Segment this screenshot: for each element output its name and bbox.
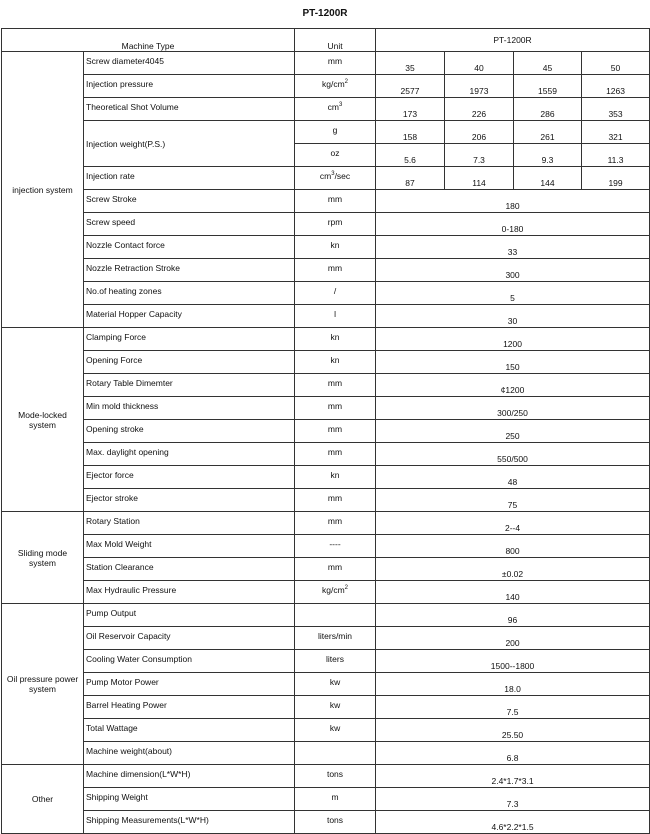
- machine-type-header: Machine Type: [2, 29, 295, 52]
- parameter-cell: Screw speed: [84, 213, 295, 236]
- value-cell: 250: [376, 420, 650, 443]
- value-cell: 11.3: [582, 144, 650, 167]
- parameter-cell: Injection rate: [84, 167, 295, 190]
- parameter-cell: Opening Force: [84, 351, 295, 374]
- value-cell: 200: [376, 627, 650, 650]
- table-row: [2, 466, 650, 489]
- unit-text: rpm: [327, 217, 343, 227]
- value-cell: 1200: [376, 328, 650, 351]
- parameter-cell: Ejector stroke: [84, 489, 295, 512]
- value-cell: 2577: [376, 75, 445, 98]
- unit-superscript: 3: [331, 171, 335, 178]
- unit-text: cm: [319, 171, 332, 181]
- unit-text: mm: [327, 401, 343, 411]
- parameter-cell: Machine weight(about): [84, 742, 295, 765]
- value-cell: 114: [445, 167, 514, 190]
- category-cell: Oil pressure power system: [2, 604, 84, 765]
- unit-text: mm: [327, 56, 343, 66]
- value-cell: 353: [582, 98, 650, 121]
- value-cell: 48: [376, 466, 650, 489]
- parameter-cell: Barrel Heating Power: [84, 696, 295, 719]
- category-cell: Other: [2, 765, 84, 834]
- parameter-cell: Shipping Weight: [84, 788, 295, 811]
- value-cell: 173: [376, 98, 445, 121]
- unit-cell: [295, 466, 376, 489]
- unit-text: tons: [326, 815, 344, 825]
- table-row: [2, 489, 650, 512]
- unit-cell: [295, 788, 376, 811]
- table-row: [2, 190, 650, 213]
- value-cell: 6.8: [376, 742, 650, 765]
- parameter-cell: Max. daylight opening: [84, 443, 295, 466]
- value-cell: 2.4*1.7*3.1: [376, 765, 650, 788]
- unit-cell: [295, 627, 376, 650]
- value-cell: 1500--1800: [376, 650, 650, 673]
- unit-text: liters: [326, 654, 344, 664]
- unit-cell: [295, 236, 376, 259]
- parameter-cell: Cooling Water Consumption: [84, 650, 295, 673]
- value-cell: 7.3: [445, 144, 514, 167]
- value-cell: 144: [514, 167, 582, 190]
- parameter-cell: Material Hopper Capacity: [84, 305, 295, 328]
- value-cell: 2--4: [376, 512, 650, 535]
- value-cell: 75: [376, 489, 650, 512]
- unit-text: kw: [329, 677, 341, 687]
- value-cell: 5: [376, 282, 650, 305]
- unit-text: liters/min: [318, 631, 353, 641]
- unit-cell: [295, 489, 376, 512]
- unit-cell: [295, 52, 376, 75]
- table-row: [2, 420, 650, 443]
- unit-cell: [295, 420, 376, 443]
- unit-text: g: [332, 125, 338, 135]
- unit-cell: [295, 811, 376, 834]
- parameter-cell: Oil Reservoir Capacity: [84, 627, 295, 650]
- table-row: [2, 374, 650, 397]
- table-row: [2, 213, 650, 236]
- table-row: [2, 52, 650, 75]
- unit-cell: [295, 696, 376, 719]
- unit-cell: [295, 167, 376, 190]
- parameter-cell: Nozzle Retraction Stroke: [84, 259, 295, 282]
- unit-text: mm: [327, 194, 343, 204]
- unit-text: kw: [329, 723, 341, 733]
- unit-text: /: [333, 286, 337, 296]
- table-row: [2, 788, 650, 811]
- value-cell: 35: [376, 52, 445, 75]
- parameter-cell: Ejector force: [84, 466, 295, 489]
- value-cell: 1973: [445, 75, 514, 98]
- unit-cell: [295, 121, 376, 144]
- unit-cell: [295, 305, 376, 328]
- parameter-cell: Opening stroke: [84, 420, 295, 443]
- category-cell: injection system: [2, 52, 84, 328]
- table-row: [2, 512, 650, 535]
- parameter-cell: Pump Output: [84, 604, 295, 627]
- unit-superscript: 3: [339, 102, 343, 109]
- value-cell: 158: [376, 121, 445, 144]
- value-cell: 96: [376, 604, 650, 627]
- unit-cell: [295, 535, 376, 558]
- unit-text: mm: [327, 424, 343, 434]
- unit-text: mm: [327, 516, 343, 526]
- table-row: [2, 397, 650, 420]
- unit-cell: [295, 75, 376, 98]
- parameter-cell: Rotary Station: [84, 512, 295, 535]
- spec-table: [1, 28, 650, 834]
- value-cell: 286: [514, 98, 582, 121]
- unit-cell: [295, 558, 376, 581]
- unit-text: tons: [326, 769, 344, 779]
- unit-text: kn: [330, 240, 340, 250]
- table-row: [2, 558, 650, 581]
- table-row: [2, 282, 650, 305]
- table-row: [2, 75, 650, 98]
- value-cell: 800: [376, 535, 650, 558]
- unit-suffix: /sec: [334, 171, 351, 181]
- table-row: [2, 443, 650, 466]
- unit-text: kw: [329, 700, 341, 710]
- unit-cell: [295, 213, 376, 236]
- value-cell: 206: [445, 121, 514, 144]
- unit-cell: [295, 604, 376, 627]
- unit-text: kn: [330, 355, 340, 365]
- table-row: [2, 604, 650, 627]
- value-cell: 9.3: [514, 144, 582, 167]
- unit-superscript: 2: [344, 79, 349, 86]
- parameter-cell: No.of heating zones: [84, 282, 295, 305]
- unit-cell: [295, 742, 376, 765]
- category-cell: Sliding mode system: [2, 512, 84, 604]
- unit-cell: [295, 98, 376, 121]
- unit-header: Unit: [295, 29, 376, 52]
- parameter-cell: Rotary Table Dimemter: [84, 374, 295, 397]
- table-row: [2, 236, 650, 259]
- unit-cell: [295, 673, 376, 696]
- value-cell: 33: [376, 236, 650, 259]
- table-row: [2, 811, 650, 834]
- unit-cell: [295, 765, 376, 788]
- value-cell: 180: [376, 190, 650, 213]
- unit-cell: [295, 581, 376, 604]
- table-row: [2, 765, 650, 788]
- unit-text: l: [334, 309, 336, 319]
- table-row: [2, 627, 650, 650]
- parameter-cell: Theoretical Shot Volume: [84, 98, 295, 121]
- parameter-cell: Injection weight(P.S.): [84, 121, 295, 167]
- unit-text: kn: [330, 332, 340, 342]
- value-cell: 40: [445, 52, 514, 75]
- unit-cell: [295, 397, 376, 420]
- unit-cell: [295, 719, 376, 742]
- parameter-cell: Screw Stroke: [84, 190, 295, 213]
- table-row: [2, 328, 650, 351]
- table-row: [2, 719, 650, 742]
- parameter-cell: Screw diameter4045: [84, 52, 295, 75]
- unit-cell: [295, 351, 376, 374]
- table-row: [2, 673, 650, 696]
- parameter-cell: Station Clearance: [84, 558, 295, 581]
- unit-cell: [295, 259, 376, 282]
- parameter-cell: Min mold thickness: [84, 397, 295, 420]
- value-cell: 226: [445, 98, 514, 121]
- unit-cell: [295, 190, 376, 213]
- value-cell: 50: [582, 52, 650, 75]
- value-cell: 30: [376, 305, 650, 328]
- value-cell: 4.6*2.2*1.5: [376, 811, 650, 834]
- unit-text: kg/cm: [322, 585, 345, 595]
- table-row: [2, 581, 650, 604]
- unit-cell: [295, 443, 376, 466]
- unit-cell: [295, 328, 376, 351]
- value-cell: 1559: [514, 75, 582, 98]
- parameter-cell: Machine dimension(L*W*H): [84, 765, 295, 788]
- value-cell: 321: [582, 121, 650, 144]
- value-cell: 5.6: [376, 144, 445, 167]
- unit-text: mm: [327, 378, 343, 388]
- unit-text: kg/cm: [322, 79, 345, 89]
- parameter-cell: Clamping Force: [84, 328, 295, 351]
- table-row: [2, 696, 650, 719]
- parameter-cell: Nozzle Contact force: [84, 236, 295, 259]
- value-cell: 0-180: [376, 213, 650, 236]
- value-cell: 150: [376, 351, 650, 374]
- unit-text: mm: [327, 562, 343, 572]
- unit-text: mm: [327, 493, 343, 503]
- value-cell: 300: [376, 259, 650, 282]
- value-cell: 87: [376, 167, 445, 190]
- value-cell: 45: [514, 52, 582, 75]
- unit-text: ----: [329, 539, 341, 549]
- value-cell: 140: [376, 581, 650, 604]
- page-title: PT-1200R: [302, 8, 348, 19]
- table-row: [2, 121, 650, 144]
- parameter-cell: Shipping Measurements(L*W*H): [84, 811, 295, 834]
- unit-text: cm: [327, 102, 340, 112]
- unit-text: mm: [327, 263, 343, 273]
- table-row: [2, 305, 650, 328]
- unit-cell: [295, 650, 376, 673]
- table-row: [2, 535, 650, 558]
- table-row: [2, 167, 650, 190]
- model-header: PT-1200R: [376, 29, 650, 52]
- table-row: [2, 742, 650, 765]
- unit-cell: [295, 374, 376, 397]
- value-cell: 7.3: [376, 788, 650, 811]
- unit-text: m: [331, 792, 339, 802]
- table-row: [2, 98, 650, 121]
- parameter-cell: Max Mold Weight: [84, 535, 295, 558]
- value-cell: 261: [514, 121, 582, 144]
- value-cell: ¢1200: [376, 374, 650, 397]
- header-row: [2, 29, 650, 52]
- value-cell: ±0.02: [376, 558, 650, 581]
- value-cell: 199: [582, 167, 650, 190]
- unit-text: mm: [327, 447, 343, 457]
- parameter-cell: Total Wattage: [84, 719, 295, 742]
- table-row: [2, 259, 650, 282]
- unit-cell: [295, 282, 376, 305]
- parameter-cell: Max Hydraulic Pressure: [84, 581, 295, 604]
- value-cell: 300/250: [376, 397, 650, 420]
- value-cell: 550/500: [376, 443, 650, 466]
- value-cell: 25.50: [376, 719, 650, 742]
- table-row: [2, 650, 650, 673]
- value-cell: 1263: [582, 75, 650, 98]
- unit-superscript: 2: [344, 585, 349, 592]
- spec-table-body: [2, 29, 650, 834]
- unit-text: kn: [330, 470, 340, 480]
- value-cell: 7.5: [376, 696, 650, 719]
- unit-cell: [295, 512, 376, 535]
- unit-cell: oz: [295, 144, 376, 167]
- parameter-cell: Injection pressure: [84, 75, 295, 98]
- table-row: [2, 351, 650, 374]
- category-cell: Mode-locked system: [2, 328, 84, 512]
- parameter-cell: Pump Motor Power: [84, 673, 295, 696]
- value-cell: 18.0: [376, 673, 650, 696]
